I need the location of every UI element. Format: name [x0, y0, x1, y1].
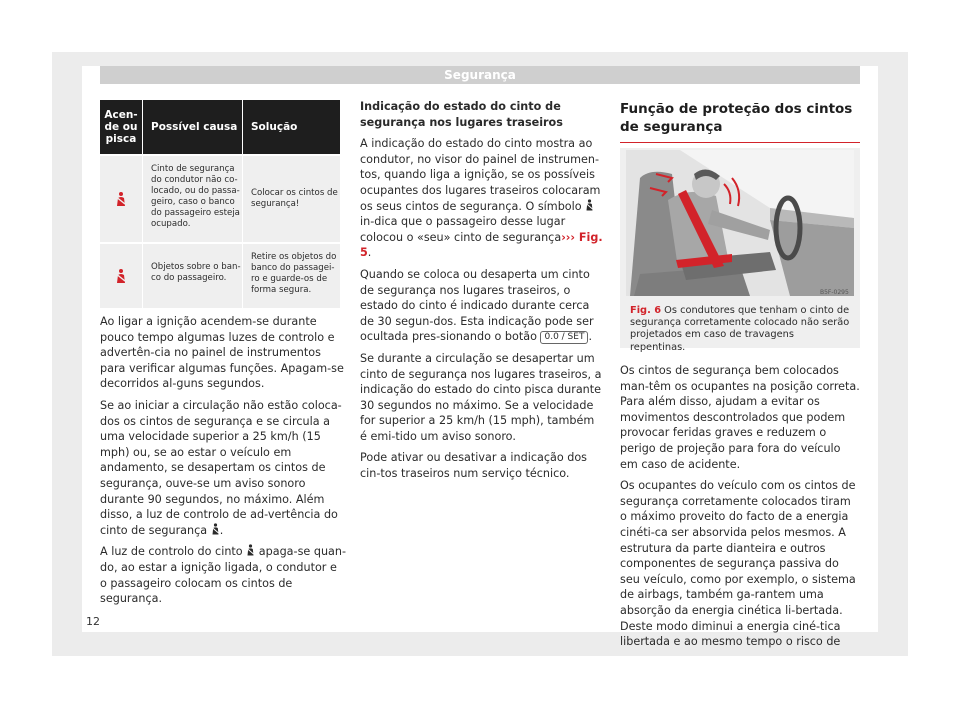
set-button-glyph: 0.0 / SET: [540, 331, 588, 344]
section-header: Segurança: [100, 66, 860, 84]
driver-seatbelt-illustration: [620, 148, 860, 298]
text-column-right: [620, 363, 860, 656]
paragraph: Os ocupantes do veículo com os cintos de segurança corretamente colocados tiram o máximo proveito do facto de a energia cinéti-ca ser absorvida pelos mesmos. A estrutura da parte dianteira e outros componentes de segurança passiva do seu veículo, como por exemplo, o sistema de airbags, também ga-rantem uma absorção da energia cinética li-bertada. Deste modo diminui a energia ciné-tica libertada e ao mesmo tempo o risco de: [620, 479, 856, 649]
text-column-left: [100, 314, 346, 613]
table-header-cause: Possível causa: [142, 100, 242, 154]
table-header-row: [100, 100, 340, 154]
table-cell-cause: Objetos sobre o ban-co do passageiro.: [142, 244, 242, 308]
paragraph: Ao ligar a ignição acendem-se durante pouco tempo algumas luzes de controlo e advertên-cia no painel de instrumentos para verificar algumas funções. Apagam-se decorridos al-guns segundos.: [100, 315, 344, 391]
table-cell-solution: Retire os objetos do banco do passagei-ro e guarde-os de forma segura.: [242, 244, 340, 308]
subheading: Indicação do estado do cinto de segurança nos lugares traseiros: [360, 100, 563, 129]
warning-light-table: [100, 100, 340, 308]
paragraph: Pode ativar ou desativar a indicação dos cin-tos traseiros num serviço técnico.: [360, 451, 588, 481]
paragraph: Se ao iniciar a circulação não estão coloca-dos os cintos de segurança e se circula a uma velocidade superior a 25 km/h (15 mph) ou, se ao estar o veículo em andamento, se desapertam os cintos de segurança, ouve-se um aviso sonoro durante 90 segundos, no máximo. Além disso, a luz de controlo de ad-vertência do cinto de segurança .: [100, 398, 342, 537]
caption-label: Fig. 6: [630, 305, 662, 316]
table-header-light: Acen- de ou pisca: [104, 109, 138, 145]
section-title: Função de proteção dos cintos de segurança: [620, 100, 860, 143]
figure-link[interactable]: ››› Fig. 5: [360, 230, 603, 260]
seatbelt-icon: [246, 544, 255, 556]
seatbelt-warning-icon: [100, 156, 142, 242]
paragraph: Quando se coloca ou desaperta um cinto de segurança nos lugares traseiros, o estado do cinto é indicado durante cerca de 30 segun-dos. Esta indicação pode ser ocultada pres-sionando o botão 0.0 / SET .: [360, 267, 594, 344]
paragraph: Os cintos de segurança bem colocados man-têm os ocupantes na posição correta. Para além disso, ajudam a evitar os movimentos descontrolados que podem provocar feridas graves e reduzem o perigo de projeção para fora do veículo em caso de acidente.: [620, 364, 860, 471]
seatbelt-warning-icon: [100, 244, 142, 308]
table-row: [100, 242, 340, 308]
figure-6: [620, 148, 860, 353]
table-cell-cause: Cinto de segurança do condutor não co-locado, ou do passa-geiro, caso o banco do passageiro esteja ocupado.: [142, 156, 242, 242]
text-column-middle: [360, 99, 604, 488]
table-header-solution: Solução: [242, 100, 340, 154]
seatbelt-icon: [585, 199, 594, 211]
caption-text: Os condutores que tenham o cinto de segurança corretamente colocado não serão projetados em caso de travagens repentinas.: [630, 305, 850, 353]
paragraph: A luz de controlo do cinto apaga-se quan-do, ao estar a ignição ligada, o condutor e o passageiro colocam os cintos de segurança.: [100, 545, 347, 606]
figure-code: B5F-0295: [820, 289, 849, 296]
figure-caption: [630, 305, 852, 354]
paragraph: A indicação do estado do cinto mostra ao condutor, no visor do painel de instrumen-tos, quando liga a ignição, se os possíveis ocupantes dos lugares traseiros colocaram os seus cintos de segurança. O símbolo in-dica que o passageiro desse lugar colocou o «seu» cinto de segurança››› Fig. 5.: [360, 137, 603, 260]
seatbelt-icon: [211, 523, 220, 535]
table-cell-solution: Colocar os cintos de segurança!: [242, 156, 340, 242]
table-row: [100, 154, 340, 242]
paragraph: Se durante a circulação se desapertar um cinto de segurança nos lugares traseiros, a indicação do estado do cinto pisca durante 30 segundos no máximo. Se a velocidade for superior a 25 km/h (15 mph), também é emi-tido um aviso sonoro.: [360, 351, 602, 443]
page-number: 12: [86, 615, 100, 628]
